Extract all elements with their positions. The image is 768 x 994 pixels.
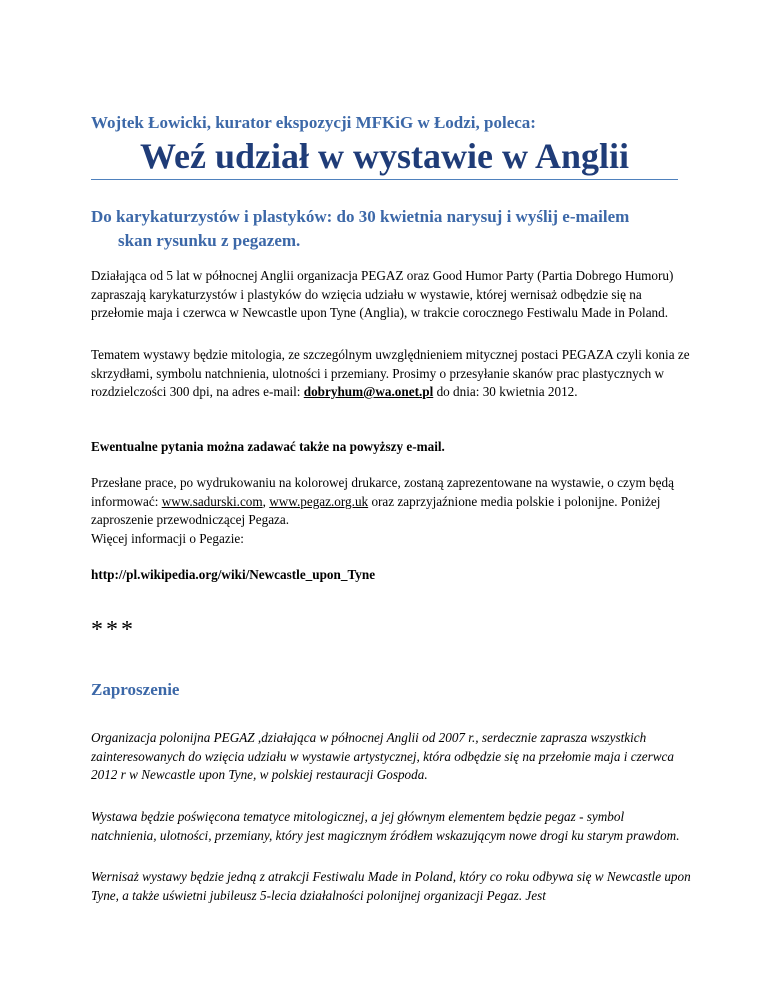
page-title: Weź udział w wystawie w Anglii [91, 135, 678, 180]
subheading-line-2: skan rysunku z pegazem. [118, 231, 301, 250]
link-separator: , [262, 493, 270, 509]
invitation-paragraph-1: Organizacja polonijna PEGAZ ,działająca w północnej Anglii od 2007 r., serdecznie zaprasza wszystkich zainteresowanych do wzięcia udziału w wystawie artystycznej, która odbędzie się na przełomie maja i czerwca 2012 r w Newcastle upon Tyne, w polskiej restauracji Gospoda. [91, 730, 674, 782]
paragraph-presentation [91, 474, 691, 530]
sadurski-link[interactable]: www.sadurski.com [161, 493, 263, 509]
pegaz-link[interactable]: www.pegaz.org.uk [269, 493, 369, 509]
paragraph-theme [91, 346, 691, 402]
kicker-text: Wojtek Łowicki, kurator ekspozycji MFKiG w Łodzi, poleca: [91, 113, 536, 132]
section-heading: Zaproszenie [91, 680, 180, 699]
subheading [91, 205, 681, 253]
paragraph-more-info: Więcej informacji o Pegazie: [91, 531, 244, 546]
paragraph-theme-text: Tematem wystawy będzie mitologia, ze szczególnym uwzględnieniem mitycznej postaci PEGAZA czyli konia ze skrzydłami, symbolu natchnienia, ulotności i przemiany. Prosimy o przesyłanie skanów prac plastycznych w rozdzielczości 300 dpi, na adres e-mail: [91, 347, 690, 399]
paragraph-presentation-end: oraz zaprzyjaźnione media polskie i polonijne. Poniżej zaproszenie przewodniczącej Pegaza. [91, 493, 661, 527]
separator-stars: *** [91, 617, 136, 643]
paragraph-presentation-text: Przesłane prace, po wydrukowaniu na kolorowej drukarce, zostaną zaprezentowane na wystawie, o czym będą informować: [91, 475, 674, 509]
paragraph-intro: Działająca od 5 lat w północnej Anglii organizacja PEGAZ oraz Good Humor Party (Partia Dobrego Humoru) zapraszają karykaturzystów i plastyków do wzięcia udziału w wystawie, której wernisaż odbędzie się na przełomie maja i czerwca w Newcastle upon Tyne (Anglia), w trakcie corocznego Festiwalu Made in Poland. [91, 268, 674, 320]
paragraph-theme-deadline: do dnia: 30 kwietnia 2012. [433, 384, 578, 399]
paragraph-questions: Ewentualne pytania można zadawać także na powyższy e-mail. [91, 439, 445, 454]
invitation-paragraph-2: Wystawa będzie poświęcona tematyce mitologicznej, a jej głównym elementem będzie pegaz - symbol natchnienia, ulotności, przemiany, który jest magicznym źródłem wskazującym nowe drogi ku starym prawdom. [91, 809, 680, 843]
wikipedia-link[interactable]: http://pl.wikipedia.org/wiki/Newcastle_upon_Tyne [91, 567, 376, 582]
email-link[interactable]: dobryhum@wa.onet.pl [303, 384, 434, 399]
subheading-line-1: Do karykaturzystów i plastyków: do 30 kwietnia narysuj i wyślij e-mailem [91, 207, 630, 226]
invitation-paragraph-3: Wernisaż wystawy będzie jedną z atrakcji Festiwalu Made in Poland, który co roku odbywa się w Newcastle upon Tyne, a także uświetni jubileusz 5-lecia działalności polonijnej organizacji Pegaz. Jest [91, 869, 691, 903]
